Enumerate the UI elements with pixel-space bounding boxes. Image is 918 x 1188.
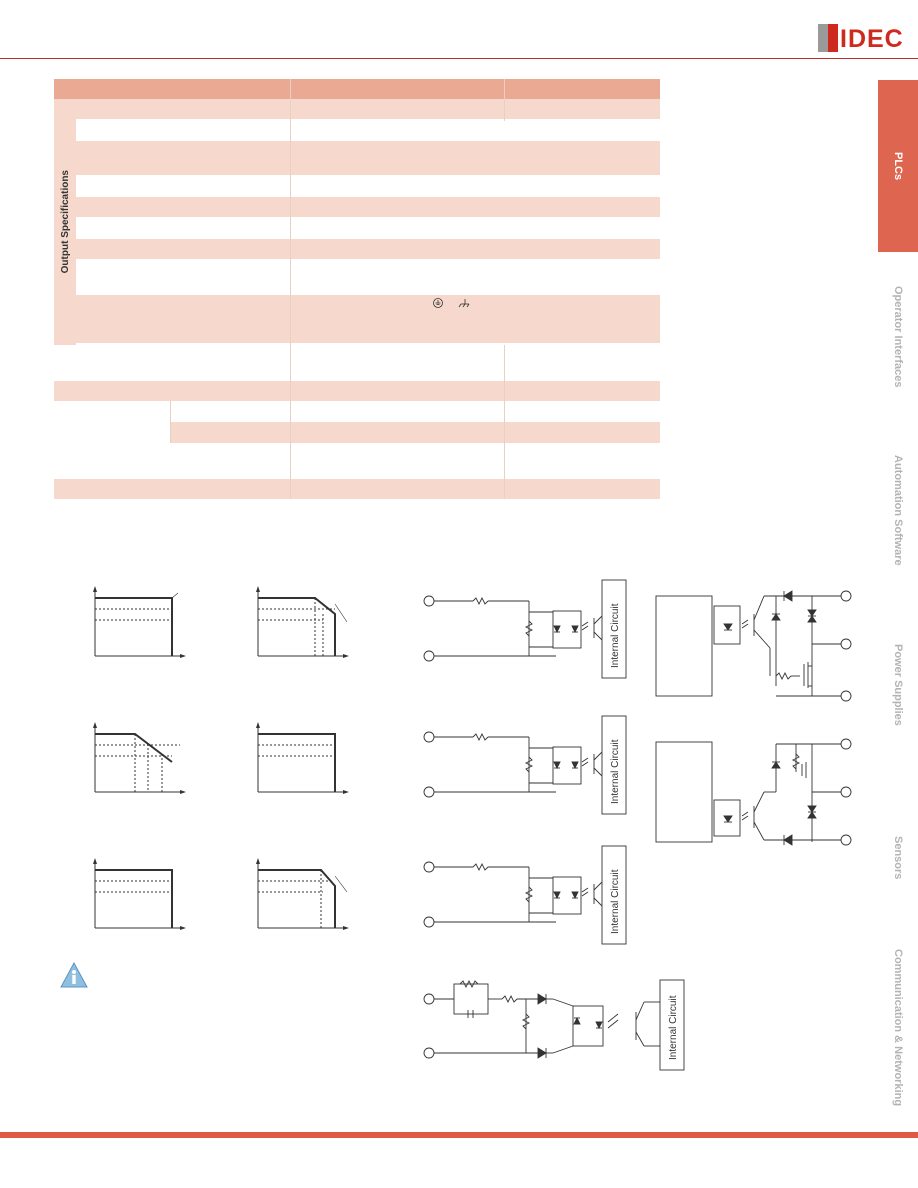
column-divider <box>290 79 291 499</box>
table-row <box>54 381 660 401</box>
tab-label-automation-software: Automation Software <box>892 454 904 566</box>
tab-power-supplies[interactable] <box>878 620 918 750</box>
derating-graph-5 <box>93 858 186 930</box>
tab-sensors[interactable] <box>878 812 918 904</box>
column-divider <box>504 345 505 499</box>
tab-plcs[interactable] <box>878 80 918 252</box>
derating-graph-2 <box>256 586 349 658</box>
column-divider <box>170 401 171 443</box>
logo-text: IDEC <box>840 25 904 53</box>
header-rule <box>0 58 918 59</box>
output-circuit-1 <box>652 586 852 706</box>
table-row <box>76 295 660 343</box>
tab-label-sensors: Sensors <box>892 836 904 880</box>
table-row <box>76 99 660 119</box>
input-circuit-4 <box>418 970 688 1082</box>
input-circuit-2 <box>418 712 634 842</box>
derating-graph-4 <box>256 722 349 794</box>
table-row <box>76 197 660 217</box>
section-label <box>54 99 76 345</box>
derating-graphs <box>80 580 360 940</box>
info-icon <box>60 962 88 988</box>
derating-graph-1 <box>93 586 186 658</box>
footer-bar <box>0 1132 918 1138</box>
tab-automation-software[interactable] <box>878 430 918 590</box>
logo-red-block <box>828 24 838 52</box>
logo-gray-block <box>818 24 828 52</box>
internal-circuit-label: Internal Circuit <box>610 603 621 668</box>
tab-label-operator-interfaces: Operator Interfaces <box>892 286 904 388</box>
input-circuit-3 <box>418 842 634 972</box>
table-row <box>76 141 660 175</box>
output-circuit-2 <box>652 736 852 852</box>
table-row <box>54 479 660 499</box>
tab-communication-networking[interactable] <box>878 938 918 1118</box>
input-circuit-1 <box>418 576 634 706</box>
internal-circuit-label: Internal Circuit <box>668 995 679 1060</box>
table-row <box>170 422 660 443</box>
ground-symbols <box>432 297 476 311</box>
derating-graph-3 <box>93 722 186 794</box>
section-label-text: Output Specifications <box>59 170 71 274</box>
table-header-row <box>54 79 660 99</box>
internal-circuit-label: Internal Circuit <box>610 739 621 804</box>
tab-operator-interfaces[interactable] <box>878 262 918 412</box>
table-row <box>76 239 660 259</box>
tab-label-communication-networking: Communication & Networking <box>892 949 904 1107</box>
tab-label-power-supplies: Power Supplies <box>892 644 904 726</box>
tab-label-plcs: PLCs <box>892 151 904 181</box>
output-spec-table <box>54 79 660 499</box>
derating-graph-6 <box>256 858 349 930</box>
internal-circuit-label: Internal Circuit <box>610 869 621 934</box>
column-divider <box>504 79 505 121</box>
idec-logo <box>818 24 904 53</box>
